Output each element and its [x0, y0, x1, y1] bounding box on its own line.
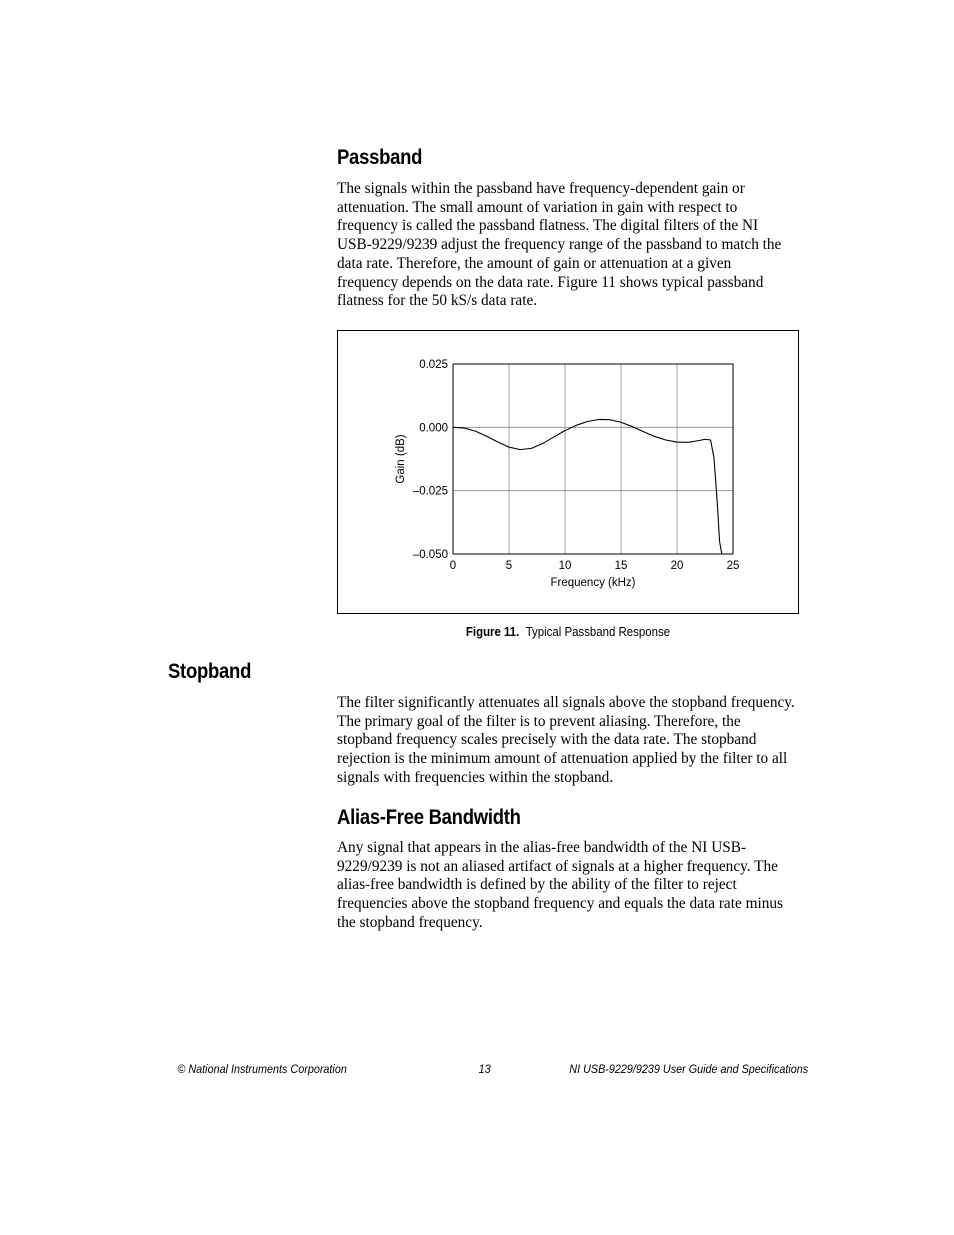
footer-page-number: 13 — [478, 1062, 491, 1076]
footer-right: NI USB-9229/9239 User Guide and Specifications — [569, 1062, 809, 1076]
footer-left: © National Instruments Corporation — [177, 1062, 347, 1076]
passband-paragraph: The signals within the passband have frequency-dependent gain or attenuation. The small amount of variation in gain with respect to frequency is called the passband flatness. The digital filters of the NI USB-9229/9239 adjust the frequency range of the passband to match the data rate. Therefore, the amount of gain or attenuation at a given frequency depends on the data rate. Figure 11 shows typical passband flatness for the 50 kS/s data rate. — [337, 180, 782, 310]
alias-free-paragraph: Any signal that appears in the alias-free bandwidth of the NI USB-9229/9239 is not an aliased artifact of signals at a higher frequency. The alias-free bandwidth is defined by the ability of the filter to reject frequencies above the stopband frequency and equals the data rate minus the stopband frequency. — [337, 839, 783, 931]
y-tick-label: –0.025 — [412, 485, 448, 498]
x-tick-label: 20 — [670, 560, 684, 572]
x-tick-label: 15 — [614, 560, 628, 572]
figure-caption-text: Typical Passband Response — [525, 624, 671, 639]
series-line — [453, 419, 722, 554]
y-axis-label: Gain (dB) — [395, 434, 407, 484]
passband-heading: Passband — [337, 146, 423, 169]
figure-frame — [337, 330, 799, 614]
x-tick-label: 25 — [726, 560, 740, 572]
x-tick-label: 5 — [505, 560, 513, 572]
x-axis-label: Frequency (kHz) — [550, 577, 636, 589]
stopband-heading: Stopband — [168, 660, 252, 683]
alias-free-heading: Alias-Free Bandwidth — [337, 806, 521, 829]
stopband-paragraph: The filter significantly attenuates all signals above the stopband frequency. The primary goal of the filter is to prevent aliasing. Therefore, the stopband frequency scales precisely with the data rate. The stopband rejection is the minimum amount of attenuation applied by the filter to all signals with frequencies within the stopband. — [337, 694, 795, 786]
y-tick-label: –0.050 — [412, 549, 448, 561]
x-tick-label: 0 — [449, 560, 457, 572]
plot-area-frame — [453, 364, 733, 554]
figure-caption — [337, 624, 799, 639]
passband-response-chart — [338, 331, 798, 613]
y-tick-label: 0.025 — [419, 359, 448, 371]
x-tick-label: 10 — [558, 560, 572, 572]
figure-number: Figure 11. — [465, 624, 520, 639]
y-tick-label: 0.000 — [419, 422, 448, 435]
